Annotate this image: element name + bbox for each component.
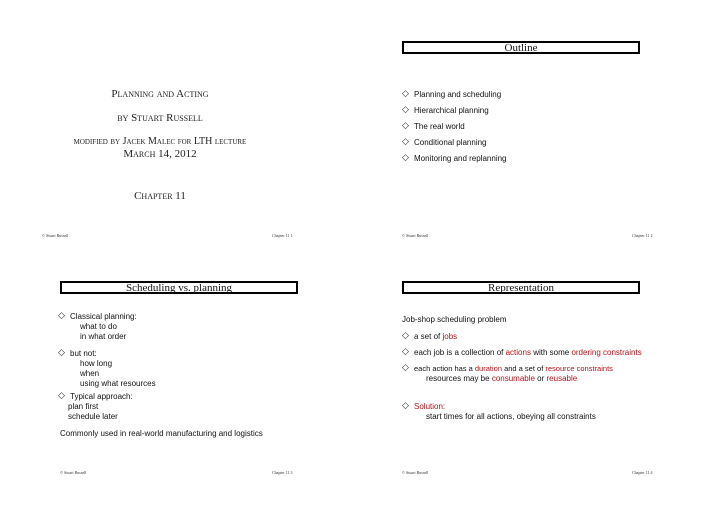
sub-item: in what order: [80, 332, 127, 341]
footer-chapter: Chapter 11 4: [632, 470, 653, 475]
bullet-actions: [414, 348, 642, 357]
sub-item: using what resources: [80, 379, 156, 388]
solution-text: start times for all actions, obeying all constraints: [426, 412, 596, 421]
intro-text: Job-shop scheduling problem: [402, 315, 507, 324]
slide-2: [360, 0, 720, 254]
diamond-bullet-icon: ◇: [58, 347, 65, 357]
term-consumable: consumable: [491, 374, 535, 383]
sub-item: what to do: [80, 322, 117, 331]
footer-copyright: © Stuart Russell: [402, 470, 429, 475]
sub-item: plan first: [68, 402, 99, 411]
outline-item: Monitoring and replanning: [414, 154, 507, 163]
text: and a set of: [502, 364, 546, 373]
diamond-bullet-icon: ◇: [402, 120, 409, 130]
text: or: [534, 374, 547, 383]
slide-3: [0, 254, 360, 508]
slide-1: [0, 0, 360, 254]
footer-copyright: © Stuart Russell: [42, 233, 69, 238]
text: a set of: [414, 332, 443, 341]
footer-chapter: Chapter 11 3: [272, 470, 293, 475]
diamond-bullet-icon: ◇: [58, 390, 65, 400]
outline-item: Hierarchical planning: [414, 106, 489, 115]
footer-chapter: Chapter 11 2: [632, 233, 653, 238]
outline-item: Conditional planning: [414, 138, 487, 147]
bullet-classical: Classical planning:: [70, 312, 137, 321]
slide-4: [360, 254, 720, 508]
footer-copyright: © Stuart Russell: [402, 233, 429, 238]
term-resource-constraints: resource constraints: [545, 364, 613, 373]
slide-title: Scheduling vs. planning: [60, 281, 298, 294]
diamond-bullet-icon: ◇: [402, 136, 409, 146]
resources-line: [426, 374, 577, 383]
text: resources may be: [426, 374, 492, 383]
term-duration: duration: [474, 364, 502, 373]
bullet-jobs: [414, 332, 457, 341]
sub-item: schedule later: [68, 412, 118, 421]
text: each action has a: [414, 364, 475, 373]
bullet-but-not: but not:: [70, 349, 97, 358]
footer-copyright: © Stuart Russell: [60, 470, 87, 475]
chapter-line: Chapter 11: [134, 190, 186, 202]
deck-title: Planning and Acting: [111, 88, 209, 100]
modified-by-line: modified by Jacek Malec for LTH lecture: [73, 136, 247, 147]
slide-title: Representation: [402, 281, 640, 294]
text: with some: [530, 348, 572, 357]
author-line: by Stuart Russell: [117, 112, 203, 124]
outline-item: Planning and scheduling: [414, 90, 502, 99]
closing-text: Commonly used in real-world manufacturing and logistics: [60, 429, 263, 438]
diamond-bullet-icon: ◇: [402, 330, 409, 340]
diamond-bullet-icon: ◇: [402, 104, 409, 114]
term-ordering-constraints: ordering constraints: [571, 348, 642, 357]
bullet-typical: Typical approach:: [70, 392, 133, 401]
sub-item: when: [80, 369, 100, 378]
diamond-bullet-icon: ◇: [402, 362, 409, 372]
diamond-bullet-icon: ◇: [402, 346, 409, 356]
diamond-bullet-icon: ◇: [58, 310, 65, 320]
bullet-duration: [414, 364, 613, 373]
date-line: March 14, 2012: [123, 148, 197, 160]
diamond-bullet-icon: ◇: [402, 88, 409, 98]
diamond-bullet-icon: ◇: [402, 400, 409, 410]
solution-label: Solution:: [414, 402, 446, 411]
sub-item: how long: [80, 359, 113, 368]
text: each job is a collection of: [414, 348, 506, 357]
footer-chapter: Chapter 11 1: [272, 233, 293, 238]
slide-title: Outline: [402, 41, 640, 54]
outline-item: The real world: [414, 122, 465, 131]
term-reusable: reusable: [546, 374, 578, 383]
diamond-bullet-icon: ◇: [402, 152, 409, 162]
term-actions: actions: [505, 348, 531, 357]
term-jobs: jobs: [442, 332, 458, 341]
